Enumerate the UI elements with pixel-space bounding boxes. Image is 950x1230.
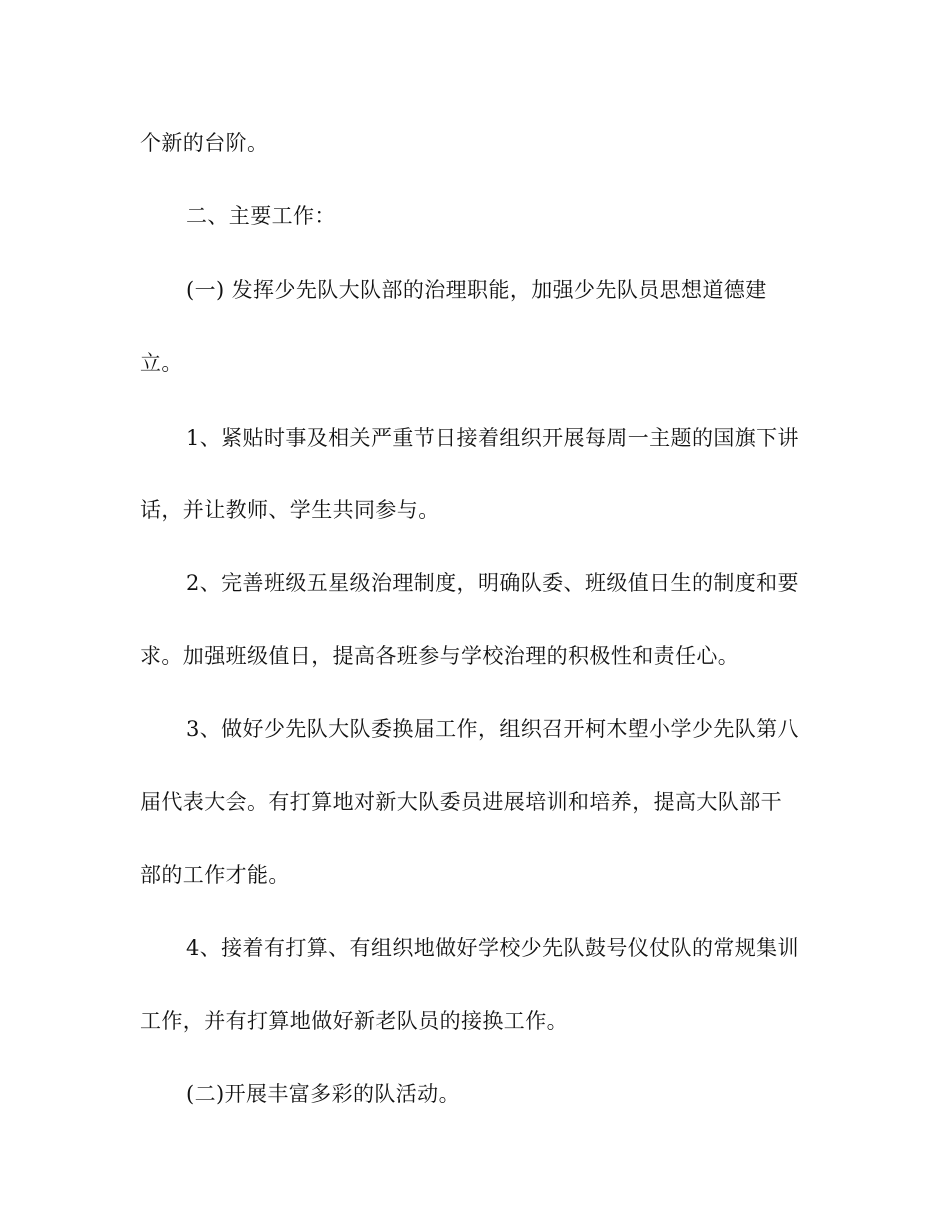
list-item-1-line-1: 1、紧贴时事及相关严重节日接着组织开展每周一主题的国旗下讲: [186, 426, 799, 450]
list-item-4-line-1: 4、接着有打算、有组织地做好学校少先队鼓号仪仗队的常规集训: [186, 936, 799, 960]
subsection-heading-one-continuation: 立。: [140, 351, 183, 375]
subsection-heading-one: (一) 发挥少先队大队部的治理职能，加强少先队员思想道德建: [186, 278, 767, 302]
list-item-3-line-2: 届代表大会。有打算地对新大队委员进展培训和培养，提高大队部干: [140, 790, 782, 814]
list-item-1-line-2: 话，并让教师、学生共同参与。: [140, 498, 440, 522]
list-item-3-line-1: 3、做好少先队大队委换届工作，组织召开柯木塱小学少先队第八: [186, 717, 799, 741]
list-item-2-line-1: 2、完善班级五星级治理制度，明确队委、班级值日生的制度和要: [186, 571, 799, 595]
list-item-2-line-2: 求。加强班级值日，提高各班参与学校治理的积极性和责任心。: [140, 644, 740, 668]
subsection-heading-two: (二)开展丰富多彩的队活动。: [186, 1082, 460, 1106]
section-heading-main-work: 二、主要工作：: [186, 204, 336, 228]
list-item-3-line-3: 部的工作才能。: [140, 863, 290, 887]
paragraph-line-continuation: 个新的台阶。: [140, 131, 269, 155]
list-item-4-line-2: 工作，并有打算地做好新老队员的接换工作。: [140, 1009, 568, 1033]
